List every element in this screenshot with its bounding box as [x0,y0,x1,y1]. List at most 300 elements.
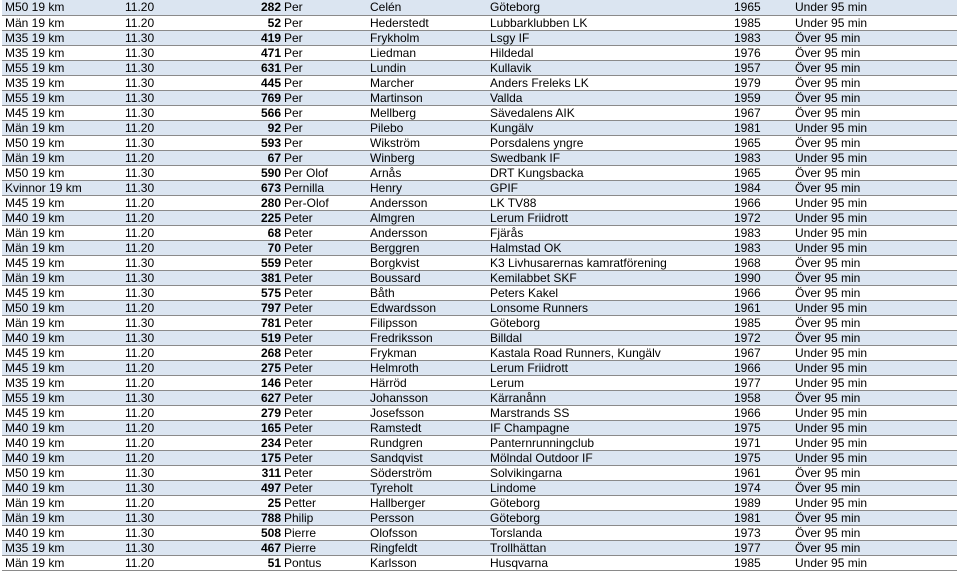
bib-number-cell: 175 [202,450,281,465]
start-time-cell: 11.30 [122,165,202,180]
table-row [2,540,957,555]
bib-number-cell: 419 [202,30,281,45]
time-group-cell: Över 95 min [792,165,957,180]
table-row [2,315,957,330]
last-name-cell: Arnås [367,165,487,180]
club-cell: Lonsome Runners [487,300,731,315]
table-row [2,405,957,420]
club-cell: Kastala Road Runners, Kungälv [487,345,731,360]
time-group-cell: Över 95 min [792,90,957,105]
table-row [2,270,957,285]
club-cell: Lindome [487,480,731,495]
bib-number-cell: 70 [202,240,281,255]
class-cell: M50 19 km [2,165,122,180]
bib-number-cell: 566 [202,105,281,120]
first-name-cell: Peter [281,315,367,330]
last-name-cell: Pilebo [367,120,487,135]
birth-year-cell: 1972 [731,210,792,225]
first-name-cell: Per [281,60,367,75]
time-group-cell: Under 95 min [792,375,957,390]
bib-number-cell: 471 [202,45,281,60]
first-name-cell: Peter [281,240,367,255]
class-cell: M40 19 km [2,450,122,465]
bib-number-cell: 92 [202,120,281,135]
time-group-cell: Över 95 min [792,75,957,90]
time-group-cell: Över 95 min [792,465,957,480]
club-cell: Halmstad OK [487,240,731,255]
birth-year-cell: 1961 [731,300,792,315]
table-row [2,285,957,300]
birth-year-cell: 1975 [731,420,792,435]
class-cell: M40 19 km [2,210,122,225]
table-row [2,75,957,90]
last-name-cell: Winberg [367,150,487,165]
table-row [2,360,957,375]
club-cell: GPIF [487,180,731,195]
time-group-cell: Under 95 min [792,555,957,570]
start-time-cell: 11.20 [122,150,202,165]
first-name-cell: Pierre [281,540,367,555]
birth-year-cell: 1967 [731,345,792,360]
bib-number-cell: 25 [202,495,281,510]
time-group-cell: Under 95 min [792,450,957,465]
first-name-cell: Peter [281,390,367,405]
first-name-cell: Peter [281,255,367,270]
first-name-cell: Per [281,120,367,135]
bib-number-cell: 508 [202,525,281,540]
table-row [2,135,957,150]
birth-year-cell: 1957 [731,60,792,75]
bib-number-cell: 165 [202,420,281,435]
table-row [2,510,957,525]
bib-number-cell: 673 [202,180,281,195]
last-name-cell: Martinson [367,90,487,105]
start-time-cell: 11.20 [122,0,202,15]
club-cell: Sävedalens AIK [487,105,731,120]
club-cell: Kungälv [487,120,731,135]
club-cell: Göteborg [487,495,731,510]
table-row [2,165,957,180]
start-time-cell: 11.20 [122,495,202,510]
start-time-cell: 11.30 [122,390,202,405]
first-name-cell: Per [281,135,367,150]
table-row [2,465,957,480]
club-cell: Porsdalens yngre [487,135,731,150]
first-name-cell: Peter [281,420,367,435]
bib-number-cell: 275 [202,360,281,375]
bib-number-cell: 788 [202,510,281,525]
club-cell: Trollhättan [487,540,731,555]
bib-number-cell: 225 [202,210,281,225]
class-cell: M35 19 km [2,30,122,45]
club-cell: Göteborg [487,315,731,330]
last-name-cell: Frykman [367,345,487,360]
club-cell: Billdal [487,330,731,345]
first-name-cell: Peter [281,375,367,390]
birth-year-cell: 1959 [731,90,792,105]
club-cell: Swedbank IF [487,150,731,165]
time-group-cell: Under 95 min [792,495,957,510]
table-row [2,180,957,195]
birth-year-cell: 1971 [731,435,792,450]
bib-number-cell: 282 [202,0,281,15]
start-time-cell: 11.30 [122,90,202,105]
club-cell: Mölndal Outdoor IF [487,450,731,465]
last-name-cell: Boussard [367,270,487,285]
first-name-cell: Per [281,150,367,165]
last-name-cell: Fredriksson [367,330,487,345]
bib-number-cell: 268 [202,345,281,360]
birth-year-cell: 1985 [731,315,792,330]
start-time-cell: 11.20 [122,450,202,465]
start-time-cell: 11.20 [122,420,202,435]
first-name-cell: Peter [281,450,367,465]
bib-number-cell: 234 [202,435,281,450]
class-cell: M35 19 km [2,75,122,90]
table-row [2,150,957,165]
time-group-cell: Under 95 min [792,120,957,135]
table-row [2,45,957,60]
club-cell: Lubbarklubben LK [487,15,731,30]
time-group-cell: Under 95 min [792,345,957,360]
class-cell: M35 19 km [2,540,122,555]
table-row [2,30,957,45]
start-time-cell: 11.30 [122,525,202,540]
start-time-cell: 11.30 [122,135,202,150]
first-name-cell: Peter [281,270,367,285]
club-cell: Hildedal [487,45,731,60]
birth-year-cell: 1989 [731,495,792,510]
class-cell: Män 19 km [2,240,122,255]
bib-number-cell: 590 [202,165,281,180]
time-group-cell: Över 95 min [792,540,957,555]
table-row [2,210,957,225]
class-cell: M50 19 km [2,0,122,15]
first-name-cell: Pierre [281,525,367,540]
start-time-cell: 11.30 [122,105,202,120]
time-group-cell: Under 95 min [792,210,957,225]
bib-number-cell: 67 [202,150,281,165]
first-name-cell: Per Olof [281,165,367,180]
first-name-cell: Per-Olof [281,195,367,210]
club-cell: Panternrunningclub [487,435,731,450]
start-time-cell: 11.20 [122,210,202,225]
birth-year-cell: 1983 [731,30,792,45]
class-cell: M45 19 km [2,195,122,210]
start-time-cell: 11.20 [122,300,202,315]
birth-year-cell: 1966 [731,360,792,375]
last-name-cell: Härröd [367,375,487,390]
birth-year-cell: 1961 [731,465,792,480]
birth-year-cell: 1966 [731,195,792,210]
last-name-cell: Lundin [367,60,487,75]
last-name-cell: Mellberg [367,105,487,120]
table-row [2,555,957,570]
table-row [2,0,957,15]
table-row [2,240,957,255]
club-cell: Kemilabbet SKF [487,270,731,285]
time-group-cell: Över 95 min [792,60,957,75]
first-name-cell: Pontus [281,555,367,570]
start-time-cell: 11.30 [122,480,202,495]
table-row [2,300,957,315]
table-row [2,450,957,465]
last-name-cell: Filipsson [367,315,487,330]
first-name-cell: Per [281,90,367,105]
bib-number-cell: 519 [202,330,281,345]
last-name-cell: Wikström [367,135,487,150]
class-cell: M45 19 km [2,255,122,270]
club-cell: Solvikingarna [487,465,731,480]
club-cell: Lerum [487,375,731,390]
club-cell: Anders Freleks LK [487,75,731,90]
last-name-cell: Berggren [367,240,487,255]
bib-number-cell: 311 [202,465,281,480]
bib-number-cell: 497 [202,480,281,495]
club-cell: Göteborg [487,0,731,15]
birth-year-cell: 1983 [731,225,792,240]
time-group-cell: Under 95 min [792,225,957,240]
last-name-cell: Marcher [367,75,487,90]
class-cell: M45 19 km [2,360,122,375]
table-row [2,390,957,405]
club-cell: LK TV88 [487,195,731,210]
class-cell: M50 19 km [2,135,122,150]
time-group-cell: Över 95 min [792,315,957,330]
birth-year-cell: 1977 [731,375,792,390]
class-cell: M40 19 km [2,330,122,345]
first-name-cell: Peter [281,435,367,450]
bib-number-cell: 52 [202,15,281,30]
last-name-cell: Söderström [367,465,487,480]
class-cell: Män 19 km [2,555,122,570]
bib-number-cell: 593 [202,135,281,150]
birth-year-cell: 1990 [731,270,792,285]
club-cell: Peters Kakel [487,285,731,300]
first-name-cell: Per [281,30,367,45]
start-time-cell: 11.30 [122,510,202,525]
class-cell: M55 19 km [2,90,122,105]
club-cell: Vallda [487,90,731,105]
start-time-cell: 11.30 [122,180,202,195]
last-name-cell: Rundgren [367,435,487,450]
bib-number-cell: 631 [202,60,281,75]
birth-year-cell: 1966 [731,285,792,300]
birth-year-cell: 1983 [731,240,792,255]
table-row [2,525,957,540]
birth-year-cell: 1973 [731,525,792,540]
birth-year-cell: 1985 [731,555,792,570]
last-name-cell: Andersson [367,225,487,240]
start-time-cell: 11.30 [122,465,202,480]
club-cell: Lerum Friidrott [487,210,731,225]
class-cell: M45 19 km [2,285,122,300]
first-name-cell: Peter [281,360,367,375]
class-cell: M35 19 km [2,45,122,60]
start-time-cell: 11.30 [122,75,202,90]
time-group-cell: Under 95 min [792,0,957,15]
time-group-cell: Under 95 min [792,195,957,210]
last-name-cell: Celén [367,0,487,15]
last-name-cell: Hallberger [367,495,487,510]
results-table [2,0,957,571]
last-name-cell: Andersson [367,195,487,210]
time-group-cell: Över 95 min [792,480,957,495]
time-group-cell: Över 95 min [792,525,957,540]
table-row [2,60,957,75]
first-name-cell: Peter [281,330,367,345]
bib-number-cell: 146 [202,375,281,390]
results-body [2,0,957,570]
class-cell: M45 19 km [2,405,122,420]
table-row [2,255,957,270]
class-cell: M35 19 km [2,375,122,390]
club-cell: Lsgy IF [487,30,731,45]
start-time-cell: 11.20 [122,375,202,390]
time-group-cell: Över 95 min [792,390,957,405]
class-cell: M55 19 km [2,390,122,405]
last-name-cell: Tyreholt [367,480,487,495]
table-row [2,345,957,360]
last-name-cell: Henry [367,180,487,195]
class-cell: Män 19 km [2,270,122,285]
bib-number-cell: 575 [202,285,281,300]
class-cell: Män 19 km [2,225,122,240]
time-group-cell: Över 95 min [792,45,957,60]
time-group-cell: Under 95 min [792,15,957,30]
start-time-cell: 11.30 [122,540,202,555]
start-time-cell: 11.30 [122,60,202,75]
birth-year-cell: 1967 [731,105,792,120]
time-group-cell: Under 95 min [792,405,957,420]
club-cell: IF Champagne [487,420,731,435]
last-name-cell: Borgkvist [367,255,487,270]
start-time-cell: 11.30 [122,30,202,45]
time-group-cell: Över 95 min [792,510,957,525]
first-name-cell: Per [281,15,367,30]
bib-number-cell: 51 [202,555,281,570]
table-row [2,15,957,30]
club-cell: Lerum Friidrott [487,360,731,375]
start-time-cell: 11.20 [122,555,202,570]
first-name-cell: Peter [281,480,367,495]
time-group-cell: Över 95 min [792,135,957,150]
time-group-cell: Under 95 min [792,300,957,315]
last-name-cell: Edwardsson [367,300,487,315]
last-name-cell: Olofsson [367,525,487,540]
bib-number-cell: 280 [202,195,281,210]
first-name-cell: Pernilla [281,180,367,195]
first-name-cell: Peter [281,300,367,315]
start-time-cell: 11.20 [122,435,202,450]
class-cell: Män 19 km [2,15,122,30]
last-name-cell: Josefsson [367,405,487,420]
club-cell: Marstrands SS [487,405,731,420]
first-name-cell: Peter [281,345,367,360]
bib-number-cell: 381 [202,270,281,285]
last-name-cell: Karlsson [367,555,487,570]
birth-year-cell: 1975 [731,450,792,465]
birth-year-cell: 1972 [731,330,792,345]
birth-year-cell: 1981 [731,120,792,135]
time-group-cell: Över 95 min [792,180,957,195]
time-group-cell: Över 95 min [792,105,957,120]
start-time-cell: 11.20 [122,195,202,210]
start-time-cell: 11.20 [122,225,202,240]
birth-year-cell: 1983 [731,150,792,165]
first-name-cell: Peter [281,210,367,225]
table-row [2,420,957,435]
birth-year-cell: 1985 [731,15,792,30]
last-name-cell: Båth [367,285,487,300]
class-cell: M40 19 km [2,525,122,540]
class-cell: M55 19 km [2,60,122,75]
club-cell: Göteborg [487,510,731,525]
table-row [2,375,957,390]
table-row [2,480,957,495]
last-name-cell: Almgren [367,210,487,225]
time-group-cell: Under 95 min [792,240,957,255]
birth-year-cell: 1966 [731,405,792,420]
last-name-cell: Ramstedt [367,420,487,435]
birth-year-cell: 1977 [731,540,792,555]
start-time-cell: 11.30 [122,315,202,330]
start-time-cell: 11.20 [122,345,202,360]
bib-number-cell: 627 [202,390,281,405]
first-name-cell: Philip [281,510,367,525]
club-cell: Husqvarna [487,555,731,570]
first-name-cell: Peter [281,405,367,420]
birth-year-cell: 1976 [731,45,792,60]
time-group-cell: Över 95 min [792,30,957,45]
class-cell: M50 19 km [2,465,122,480]
birth-year-cell: 1984 [731,180,792,195]
birth-year-cell: 1981 [731,510,792,525]
start-time-cell: 11.30 [122,330,202,345]
bib-number-cell: 769 [202,90,281,105]
first-name-cell: Peter [281,285,367,300]
class-cell: Män 19 km [2,150,122,165]
birth-year-cell: 1965 [731,135,792,150]
start-time-cell: 11.20 [122,405,202,420]
table-row [2,120,957,135]
first-name-cell: Petter [281,495,367,510]
time-group-cell: Över 95 min [792,270,957,285]
table-row [2,495,957,510]
birth-year-cell: 1979 [731,75,792,90]
last-name-cell: Hederstedt [367,15,487,30]
class-cell: M40 19 km [2,435,122,450]
start-time-cell: 11.30 [122,255,202,270]
last-name-cell: Persson [367,510,487,525]
time-group-cell: Under 95 min [792,420,957,435]
birth-year-cell: 1974 [731,480,792,495]
table-row [2,330,957,345]
class-cell: M50 19 km [2,300,122,315]
club-cell: DRT Kungsbacka [487,165,731,180]
table-row [2,195,957,210]
bib-number-cell: 445 [202,75,281,90]
time-group-cell: Över 95 min [792,255,957,270]
last-name-cell: Ringfeldt [367,540,487,555]
first-name-cell: Per [281,105,367,120]
time-group-cell: Under 95 min [792,150,957,165]
class-cell: Män 19 km [2,510,122,525]
class-cell: Män 19 km [2,120,122,135]
start-time-cell: 11.20 [122,360,202,375]
bib-number-cell: 467 [202,540,281,555]
first-name-cell: Per [281,45,367,60]
